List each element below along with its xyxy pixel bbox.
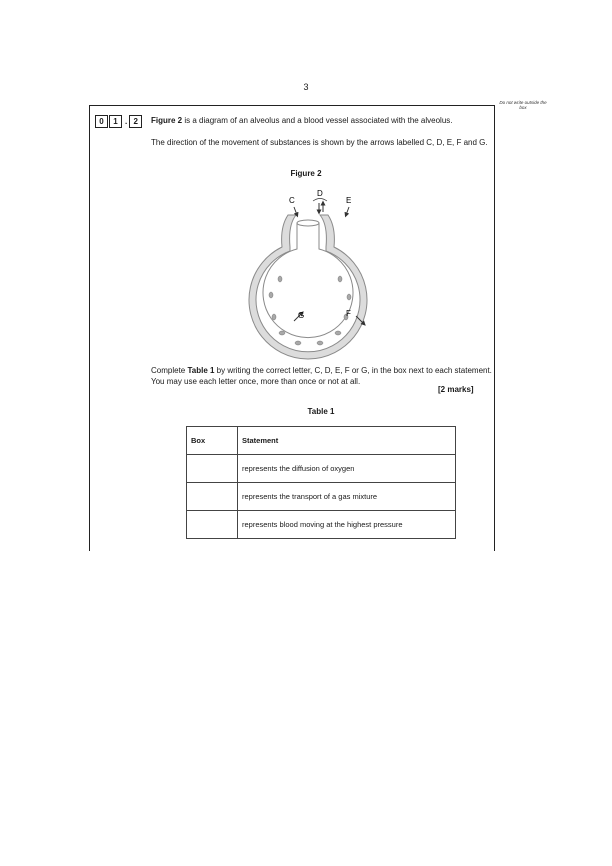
label-g: G — [298, 311, 305, 320]
page-number: 3 — [303, 82, 309, 92]
question-digit-2: 1 — [109, 115, 122, 128]
label-f: F — [346, 309, 351, 318]
figure-caption: Figure 2 — [290, 169, 322, 178]
answer-box-3[interactable] — [187, 511, 238, 539]
margin-note: Do not write outside the box — [499, 100, 547, 110]
label-c: C — [289, 196, 295, 205]
question-dot: . — [125, 117, 128, 126]
arrow-c — [294, 207, 297, 215]
arrow-e — [346, 207, 349, 215]
statement-3: represents blood moving at the highest pressure — [238, 511, 456, 539]
direction-text: The direction of the movement of substances is shown by the arrows labelled C, D, E, F and G. — [151, 138, 488, 147]
question-intro — [151, 116, 453, 125]
label-d: D — [317, 189, 323, 198]
table-row — [187, 483, 456, 511]
marks-label: [2 marks] — [438, 385, 474, 394]
intro-text: is a diagram of an alveolus and a blood vessel associated with the alveolus. — [182, 116, 453, 125]
question-digit-3: 2 — [129, 115, 142, 128]
question-digit-1: 0 — [95, 115, 108, 128]
header-box: Box — [187, 427, 238, 455]
answer-box-2[interactable] — [187, 483, 238, 511]
alveolus-diagram — [240, 185, 380, 360]
statement-1: represents the diffusion of oxygen — [238, 455, 456, 483]
instruction-table-ref: Table 1 — [187, 366, 215, 375]
table-caption: Table 1 — [307, 407, 335, 416]
statement-2: represents the transport of a gas mixture — [238, 483, 456, 511]
instruction-pre: Complete — [151, 366, 188, 375]
table-header-row — [187, 427, 456, 455]
instruction-text — [151, 365, 496, 387]
table-row — [187, 455, 456, 483]
instruction-post: by writing the correct letter, C, D, E, F or G, in the box next to each statement. You may use each letter once, more than once or not at all. — [151, 366, 492, 386]
diffusion-curve — [313, 199, 327, 202]
answer-table — [186, 426, 456, 539]
answer-box-1[interactable] — [187, 455, 238, 483]
table-row — [187, 511, 456, 539]
label-e: E — [346, 196, 352, 205]
header-statement: Statement — [238, 427, 456, 455]
question-number — [95, 115, 143, 128]
alveolus-opening — [297, 220, 319, 226]
figure-ref: Figure 2 — [151, 116, 183, 125]
